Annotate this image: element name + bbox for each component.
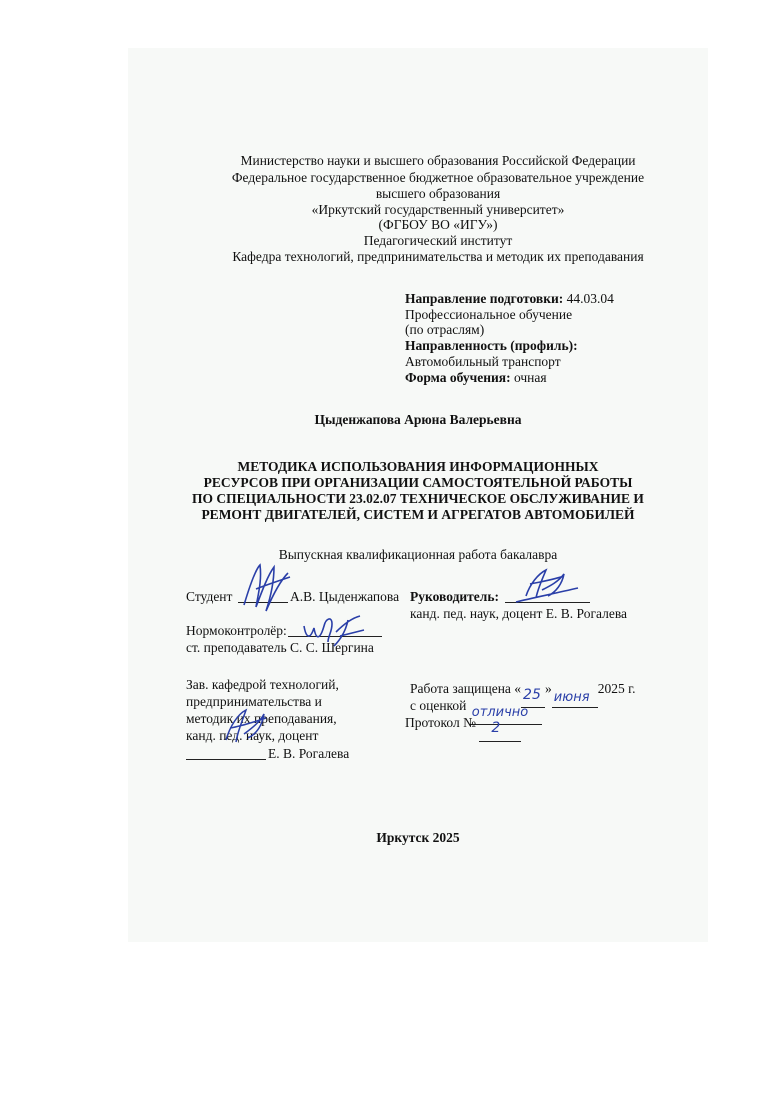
- form-label: Форма обучения:: [405, 370, 511, 385]
- head-line4: канд. пед. наук, доцент: [186, 728, 319, 743]
- defense-day: 25: [523, 687, 541, 703]
- student-label: Студент: [186, 589, 233, 604]
- direction-code: 44.03.04: [566, 291, 614, 306]
- student-name: А.В. Цыденжапова: [290, 589, 400, 604]
- protocol-number: 2: [491, 720, 501, 736]
- normcontrol-label: Нормоконтролёр:: [186, 623, 287, 638]
- protocol-row: [405, 714, 521, 736]
- university-name: «Иркутский государственный университет»: [311, 202, 565, 217]
- head-line2: предпринимательства и: [186, 694, 322, 709]
- direction-label: Направление подготовки:: [405, 291, 564, 306]
- head-line3: методик их преподавания,: [186, 711, 337, 726]
- department-name: Кафедра технологий, предпринимательства и методик их преподавания: [232, 249, 644, 264]
- profile-label: Направленность (профиль):: [405, 338, 578, 353]
- university-abbreviation: (ФГБОУ ВО «ИГУ»): [378, 217, 498, 232]
- grade-row: [410, 697, 542, 720]
- grade-value: отлично: [471, 705, 529, 720]
- ministry-line: Министерство науки и высшего образования Российской Федерации: [240, 153, 636, 168]
- title-line3: ПО СПЕЦИАЛЬНОСТИ 23.02.07 ТЕХНИЧЕСКОЕ ОБСЛУЖИВАНИЕ И: [192, 491, 644, 506]
- supervisor-label: Руководитель:: [410, 589, 500, 604]
- grade-label: с оценкой: [410, 698, 467, 713]
- direction-row: [405, 290, 614, 307]
- title-line1: МЕТОДИКА ИСПОЛЬЗОВАНИЯ ИНФОРМАЦИОННЫХ: [237, 459, 599, 474]
- institution-level-line: высшего образования: [375, 186, 501, 201]
- defense-year: 2025 г.: [597, 681, 636, 696]
- defense-row: [410, 680, 636, 705]
- profile-value: Автомобильный транспорт: [405, 354, 561, 369]
- defense-mid: »: [545, 681, 552, 696]
- title-line2: РЕСУРСОВ ПРИ ОРГАНИЗАЦИИ САМОСТОЯТЕЛЬНОЙ РАБОТЫ: [203, 475, 633, 490]
- supervisor-signature: [512, 562, 584, 610]
- form-row: [405, 369, 547, 386]
- institution-line: Федеральное государственное бюджетное образовательное учреждение: [231, 170, 645, 185]
- city-year: Иркутск 2025: [376, 830, 460, 845]
- supervisor-name: канд. пед. наук, доцент Е. В. Рогалева: [410, 606, 628, 621]
- work-type: Выпускная квалификационная работа бакалавра: [278, 547, 558, 562]
- form-value: очная: [513, 370, 547, 385]
- head-line1: Зав. кафедрой технологий,: [186, 677, 339, 692]
- protocol-label: Протокол №: [405, 715, 476, 730]
- student-signature: [236, 555, 298, 617]
- institute-name: Педагогический институт: [363, 233, 513, 248]
- defense-month: июня: [553, 690, 590, 705]
- defense-prefix: Работа защищена «: [410, 681, 522, 696]
- direction-name-line1: Профессиональное обучение: [405, 307, 573, 322]
- head-name: Е. В. Рогалева: [268, 746, 350, 761]
- normcontrol-name: ст. преподаватель С. С. Шергина: [186, 640, 374, 655]
- head-signature-line: [186, 759, 266, 760]
- direction-name-line2: (по отраслям): [405, 322, 485, 337]
- author-name: Цыденжапова Арюна Валерьевна: [314, 412, 522, 427]
- title-line4: РЕМОНТ ДВИГАТЕЛЕЙ, СИСТЕМ И АГРЕГАТОВ АВТОМОБИЛЕЙ: [201, 507, 635, 522]
